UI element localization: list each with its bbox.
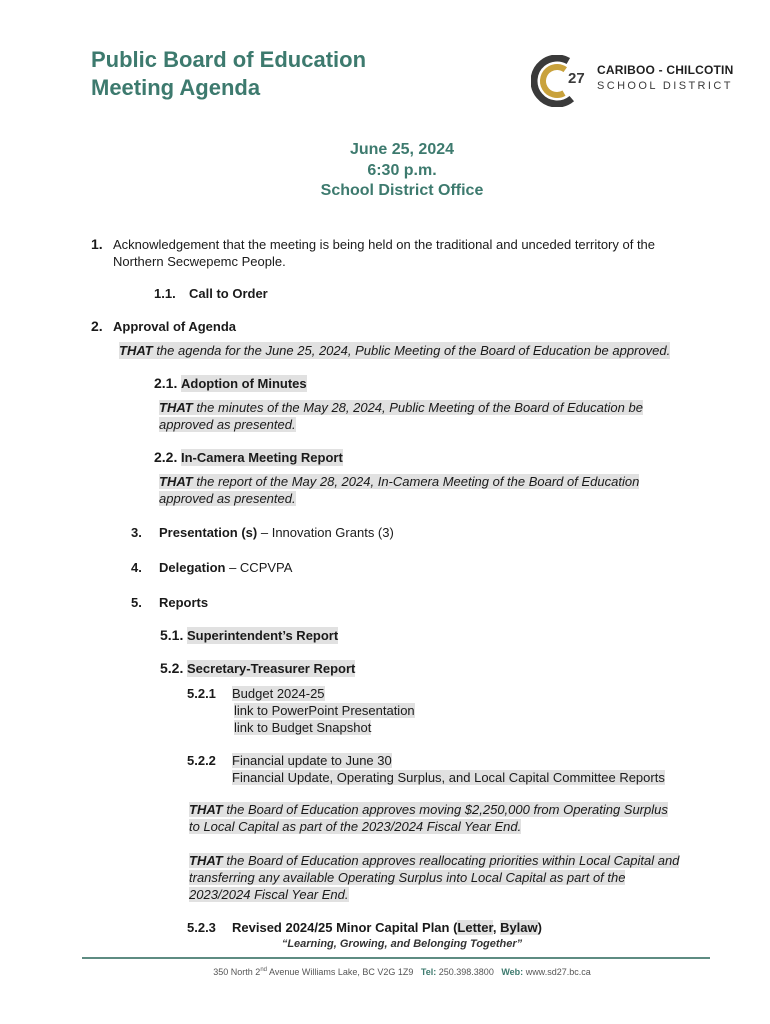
item-1-text-line-2: Northern Secwepemc People. (113, 254, 286, 269)
item-5-number: 5. (131, 595, 142, 610)
item-5-1-number: 5.1. (160, 627, 184, 643)
item-3-detail: – Innovation Grants (3) (257, 525, 394, 540)
item-4-number: 4. (131, 560, 142, 575)
page-title (91, 46, 366, 102)
item-5-2-3-label: Revised 2024/25 Minor Capital Plan ( (232, 920, 458, 935)
item-1-text (113, 236, 655, 270)
item-2-2-motion (159, 473, 639, 507)
item-5-2-text: Secretary-Treasurer Report (187, 661, 356, 676)
logo-line-2: SCHOOL DISTRICT (597, 80, 733, 92)
address-superscript: nd (260, 967, 267, 973)
item-2-motion (119, 342, 670, 359)
powerpoint-link[interactable]: link to PowerPoint Presentation (234, 703, 415, 718)
motion-text-line-2: approved as presented. (159, 417, 296, 432)
item-5-2-2-number: 5.2.2 (187, 753, 216, 768)
item-5-2-2-text: Financial update to June 30 (232, 753, 392, 768)
motion-operating-surplus (189, 801, 668, 835)
item-2-2-number: 2.2. (154, 449, 178, 465)
motion-text-line-3: 2023/2024 Fiscal Year End. (189, 887, 349, 902)
title-line-1: Public Board of Education (91, 47, 367, 72)
item-5-2-1-text: Budget 2024-25 (232, 686, 325, 701)
motion-local-capital (189, 852, 679, 903)
motion-keyword: THAT (159, 400, 193, 415)
logo-number: 27 (568, 70, 585, 87)
item-5-2-1 (232, 685, 415, 736)
link-separator: , (492, 920, 501, 935)
title-line-2: Meeting Agenda (91, 75, 261, 100)
financial-update-link[interactable]: Financial Update, Operating Surplus, and Local Capital Committee Reports (232, 770, 665, 785)
item-5-1-text: Superintendent’s Report (187, 628, 339, 643)
meeting-date: June 25, 2024 (349, 141, 455, 158)
item-2-text: Approval of Agenda (113, 319, 237, 334)
motion-text: the agenda for the June 25, 2024, Public Meeting of the Board of Education be approved. (152, 343, 671, 358)
item-5-2-3-number: 5.2.3 (187, 920, 216, 935)
address-rest: Avenue Williams Lake, BC V2G 1Z9 (267, 967, 414, 977)
motion-text-line-1: the report of the May 28, 2024, In-Camera Meeting of the Board of Education (192, 474, 640, 489)
motion-keyword: THAT (119, 343, 153, 358)
item-2-1-text: Adoption of Minutes (181, 376, 307, 391)
motion-text-line-2: to Local Capital as part of the 2023/2024 Fiscal Year End. (189, 819, 522, 834)
letter-link[interactable]: Letter (457, 920, 493, 935)
meeting-time: 6:30 p.m. (367, 162, 437, 179)
address: 350 North 2 (213, 967, 261, 977)
web-label: Web: (501, 967, 524, 977)
item-1-1-number: 1.1. (154, 286, 176, 301)
motion-keyword: THAT (159, 474, 193, 489)
budget-snapshot-link[interactable]: link to Budget Snapshot (234, 720, 372, 735)
motion-text-line-2: approved as presented. (159, 491, 296, 506)
item-2-number: 2. (91, 318, 103, 334)
meeting-location: School District Office (320, 182, 484, 199)
footer-motto: “Learning, Growing, and Belonging Together” (281, 938, 523, 950)
item-3-label: Presentation (s) (159, 525, 258, 540)
item-2-1-motion (159, 399, 643, 433)
motion-text-line-2: transferring any available Operating Surplus into Local Capital as part of the (189, 870, 626, 885)
motion-text-line-1: the Board of Education approves reallocating priorities within Local Capital and (222, 853, 680, 868)
item-4-detail: – CCPVPA (225, 560, 293, 575)
footer-contact (0, 967, 770, 977)
item-3-number: 3. (131, 525, 142, 540)
item-1-text-line-1: Acknowledgement that the meeting is being held on the traditional and unceded territory of the (113, 237, 656, 252)
web-link[interactable]: www.sd27.bc.ca (523, 967, 591, 977)
tel-value: 250.398.3800 (436, 967, 494, 977)
motion-text-line-1: the Board of Education approves moving $2,250,000 from Operating Surplus (222, 802, 668, 817)
item-1-number: 1. (91, 236, 103, 252)
motion-text-line-1: the minutes of the May 28, 2024, Public Meeting of the Board of Education be (192, 400, 643, 415)
bylaw-link[interactable]: Bylaw (500, 920, 538, 935)
item-5-2-2 (232, 752, 665, 786)
item-5-2-3-text (232, 919, 542, 936)
item-4-label: Delegation (159, 560, 226, 575)
footer-divider (82, 957, 710, 959)
item-2-1-number: 2.1. (154, 375, 178, 391)
logo-line-1: CARIBOO - CHILCOTIN (597, 63, 734, 77)
closing-paren: ) (537, 920, 542, 935)
item-1-1-text: Call to Order (189, 286, 268, 301)
item-4-text (159, 559, 292, 576)
item-2-2-text: In-Camera Meeting Report (181, 450, 343, 465)
tel-label: Tel: (420, 967, 437, 977)
item-5-2-number: 5.2. (160, 660, 184, 676)
item-5-2-1-number: 5.2.1 (187, 686, 216, 701)
item-3-text (159, 524, 394, 541)
item-5-text: Reports (159, 595, 209, 610)
motion-keyword: THAT (189, 853, 223, 868)
motion-keyword: THAT (189, 802, 223, 817)
